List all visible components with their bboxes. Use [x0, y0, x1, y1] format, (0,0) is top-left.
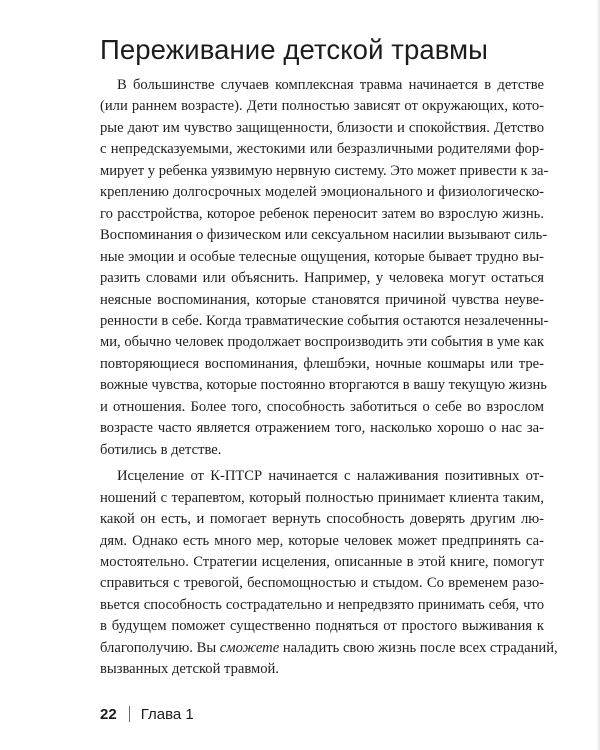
page-footer	[100, 703, 194, 725]
text-line-end: наладить свою жизнь после всех страданий,	[282, 639, 558, 656]
emphasized-word: сможете	[219, 639, 280, 656]
text-line: ренности в себе. Когда травматические события остаются незалеченны-	[100, 312, 549, 329]
text-line: и отношения. Более того, способность заботиться о себе во взрослом	[100, 398, 544, 415]
page-number: 22	[100, 705, 117, 723]
section-title: Переживание детской травмы	[100, 34, 489, 65]
text-line: В большинстве случаев комплексная травма начинается в детстве	[117, 77, 544, 93]
text-line: в будущем поможет существенно подняться от простого выживания к	[100, 618, 544, 635]
text-line: Воспоминания о физическом или сексуальном насилии вызывают силь-	[100, 227, 548, 244]
text-line: повторяющиеся воспоминания, флешбэки, ночные кошмары или тре-	[100, 355, 544, 372]
text-line-start: благополучию. Вы	[100, 639, 220, 656]
body-text	[100, 75, 558, 681]
text-line: вожные чувства, которые постоянно вторгаются в вашу текущую жизнь	[100, 377, 547, 394]
text-line: мирует у ребенка уязвимую нервную систему. Это может привести к за-	[100, 162, 549, 179]
text-line-with-emphasis	[100, 638, 558, 659]
paragraph-1	[100, 75, 549, 461]
text-line: неясные воспоминания, которые становятся причиной чувства неуве-	[100, 291, 544, 308]
footer-divider	[129, 706, 130, 722]
text-line: возрасте часто является отражением того, насколько хорошо о нас за-	[100, 420, 544, 437]
text-line: мостоятельно. Стратегии исцеления, описанные в этой книге, помогут	[100, 553, 544, 570]
paragraph-2	[100, 466, 558, 681]
text-line: дям. Однако есть много мер, которые человек может предпринять са-	[100, 532, 544, 549]
text-line: вьется способность сострадательно и непредвзято принимать себя, что	[100, 596, 544, 613]
text-line: креплению долгосрочных моделей эмоционального и физиологическо-	[100, 184, 544, 201]
text-line: какой он есть, и помогает вернуть способность доверять другим лю-	[100, 511, 544, 528]
chapter-label: Глава 1	[140, 705, 194, 723]
text-line: справиться с тревогой, беспомощностью и стыдом. Со временем разо-	[100, 575, 544, 592]
text-line: ношений с терапевтом, который полностью принимает клиента таким,	[100, 489, 544, 506]
page-edge-shadow	[596, 0, 600, 750]
text-line: Исцеление от К-ПТСР начинается с налаживания позитивных от-	[117, 468, 544, 485]
text-line: с непредсказуемыми, жестокими или безразличными родителями фор-	[100, 141, 544, 158]
text-line: вызванных детской травмой.	[100, 661, 280, 678]
text-line: го расстройства, которое ребенок переносит затем во взрослую жизнь.	[100, 205, 544, 222]
text-line: разить словами или объяснить. Например, у человека могут остаться	[100, 270, 544, 287]
text-line: ные эмоции и особые телесные ощущения, которые бывает трудно вы-	[100, 248, 544, 265]
text-line: рые дают им чувство защищенности, близости и спокойствия. Детство	[100, 119, 544, 136]
text-line: ми, обычно человек продолжает воспроизводить эти события в уме как	[100, 334, 544, 351]
text-line: (или раннем возрасте). Дети полностью зависят от окружающих, кото-	[100, 98, 544, 115]
text-line: ботились в детстве.	[100, 441, 222, 458]
